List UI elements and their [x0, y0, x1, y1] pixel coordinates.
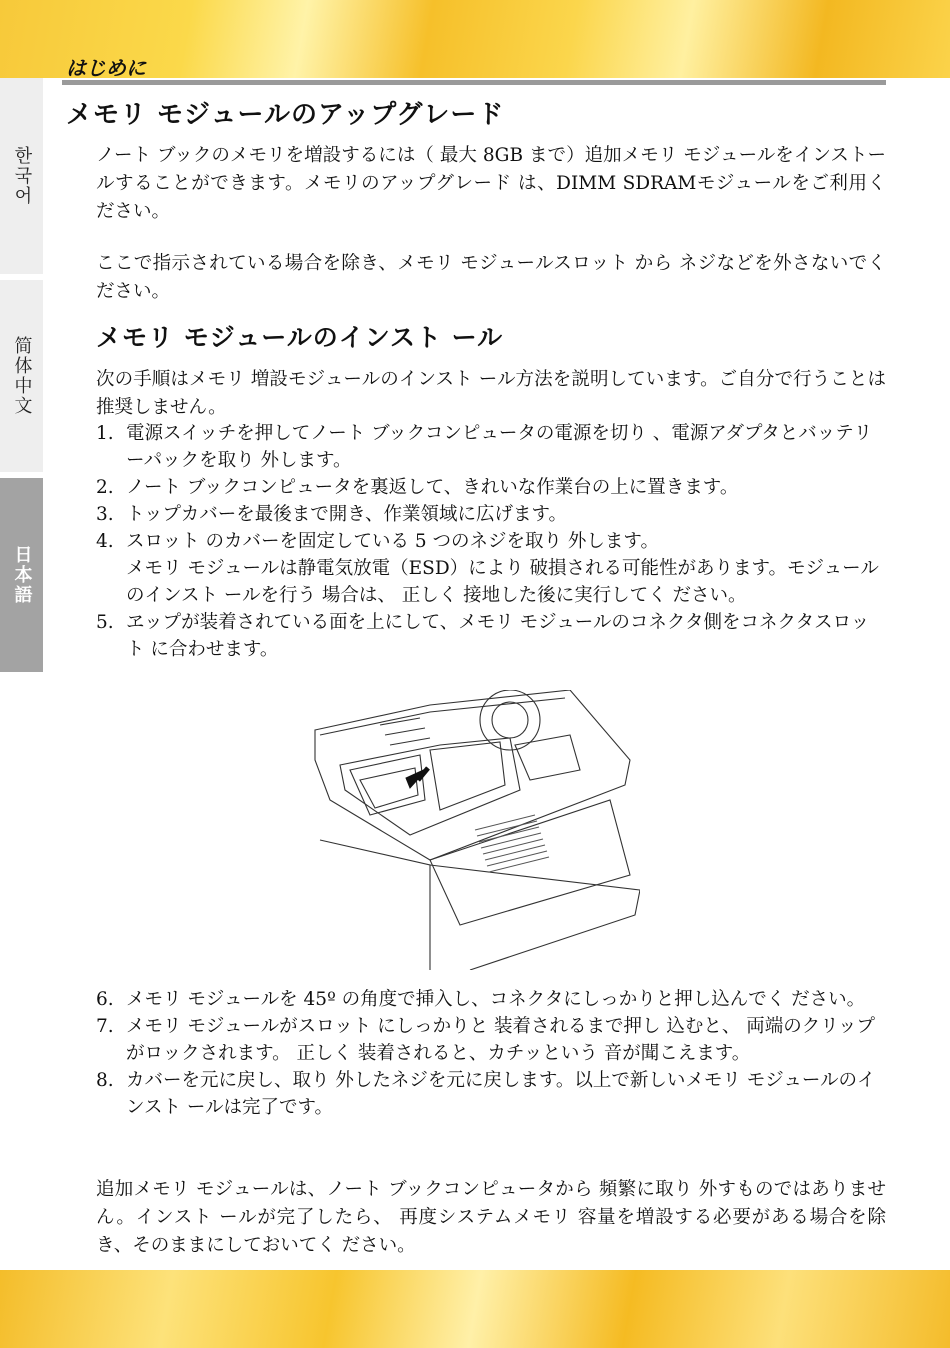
header-rule	[62, 80, 886, 85]
page-title: メモリ モジュールのアップグレード	[66, 100, 505, 130]
step-item	[96, 528, 886, 609]
step-number: 2.	[96, 477, 114, 498]
step-number: 7.	[96, 1016, 114, 1037]
step-number: 3.	[96, 504, 114, 525]
section-title: メモリ モジュールのインスト ール	[96, 323, 504, 352]
install-intro: 次の手順はメモリ 増設モジュールのインスト ール方法を説明しています。ご自分で行うことは推奨しません。	[96, 369, 886, 418]
step-item	[96, 420, 886, 474]
closing-paragraph: 追加メモリ モジュールは、ノート ブックコンピュータから 頻繁に取り 外すものではありません。インスト ールが完了したら、 再度システムメモリ 容量を増設する必要がある場合を除き、そのままにしておいてく ださい。	[96, 1179, 886, 1256]
step-text: メモリ モジュールがスロット にしっかりと 装着されるまで押し 込むと、 両端のクリップがロックされます。 正しく 装着されると、カチッという 音が聞こえます。	[126, 1016, 876, 1064]
steps-list-a	[96, 420, 886, 663]
step-number: 4.	[96, 531, 114, 552]
step-text: ノート ブックコンピュータを裏返して、きれいな作業台の上に置きます。	[126, 477, 739, 498]
step-text: メモリ モジュールを 45º の角度で挿入し、コネクタにしっかりと押し込んでく ださい。	[126, 989, 866, 1010]
footer-banner	[0, 1270, 950, 1348]
step-item	[96, 609, 886, 663]
intro-paragraph-1: ノート ブックのメモリを増設するには（ 最大 8GB まで）追加メモリ モジュールをインストールすることができます。メモリのアップグレード は、DIMM SDRAMモジュールをご利用く ださい。	[96, 145, 886, 222]
step-item	[96, 986, 886, 1013]
step-number: 1.	[96, 423, 114, 444]
step-text: トップカバーを最後まで開き、作業領域に広げます。	[126, 504, 568, 525]
section-tag: はじめに	[66, 56, 146, 80]
step-number: 8.	[96, 1070, 114, 1091]
intro-paragraph-2: ここで指示されている場合を除き、メモリ モジュールスロット から ネジなどを外さないでく ださい。	[96, 253, 886, 302]
step-item	[96, 501, 886, 528]
step-text: スロット のカバーを固定している 5 つのネジを取り 外します。	[126, 531, 659, 552]
step-item	[96, 1067, 886, 1121]
step-text: カバーを元に戻し、取り 外したネジを元に戻します。以上で新しいメモリ モジュールのインスト ールは完了です。	[126, 1070, 876, 1118]
tab-korean[interactable]: 한국어	[0, 78, 43, 274]
esd-note: メモリ モジュールは静電気放電（ESD）により 破損される可能性があります。モジュールのインスト ールを行う 場合は、 正しく 接地した後に実行してく ださい。	[126, 558, 879, 606]
tab-japanese[interactable]: 日本語	[0, 478, 43, 672]
step-item	[96, 474, 886, 501]
step-text: ヱップが装着されている面を上にして、メモリ モジュールのコネクタ側をコネクタスロット に合わせます。	[126, 612, 870, 660]
laptop-outline	[315, 690, 640, 970]
steps-list-b	[96, 986, 886, 1121]
step-number: 6.	[96, 989, 114, 1010]
step-number: 5.	[96, 612, 114, 633]
tab-chinese[interactable]: 简体中文	[0, 280, 43, 472]
step-item	[96, 1013, 886, 1067]
step-text: 電源スイッチを押してノート ブックコンピュータの電源を切り 、電源アダプタとバッテリーパックを取り 外します。	[126, 423, 873, 471]
laptop-memory-slot-illustration	[310, 690, 640, 970]
